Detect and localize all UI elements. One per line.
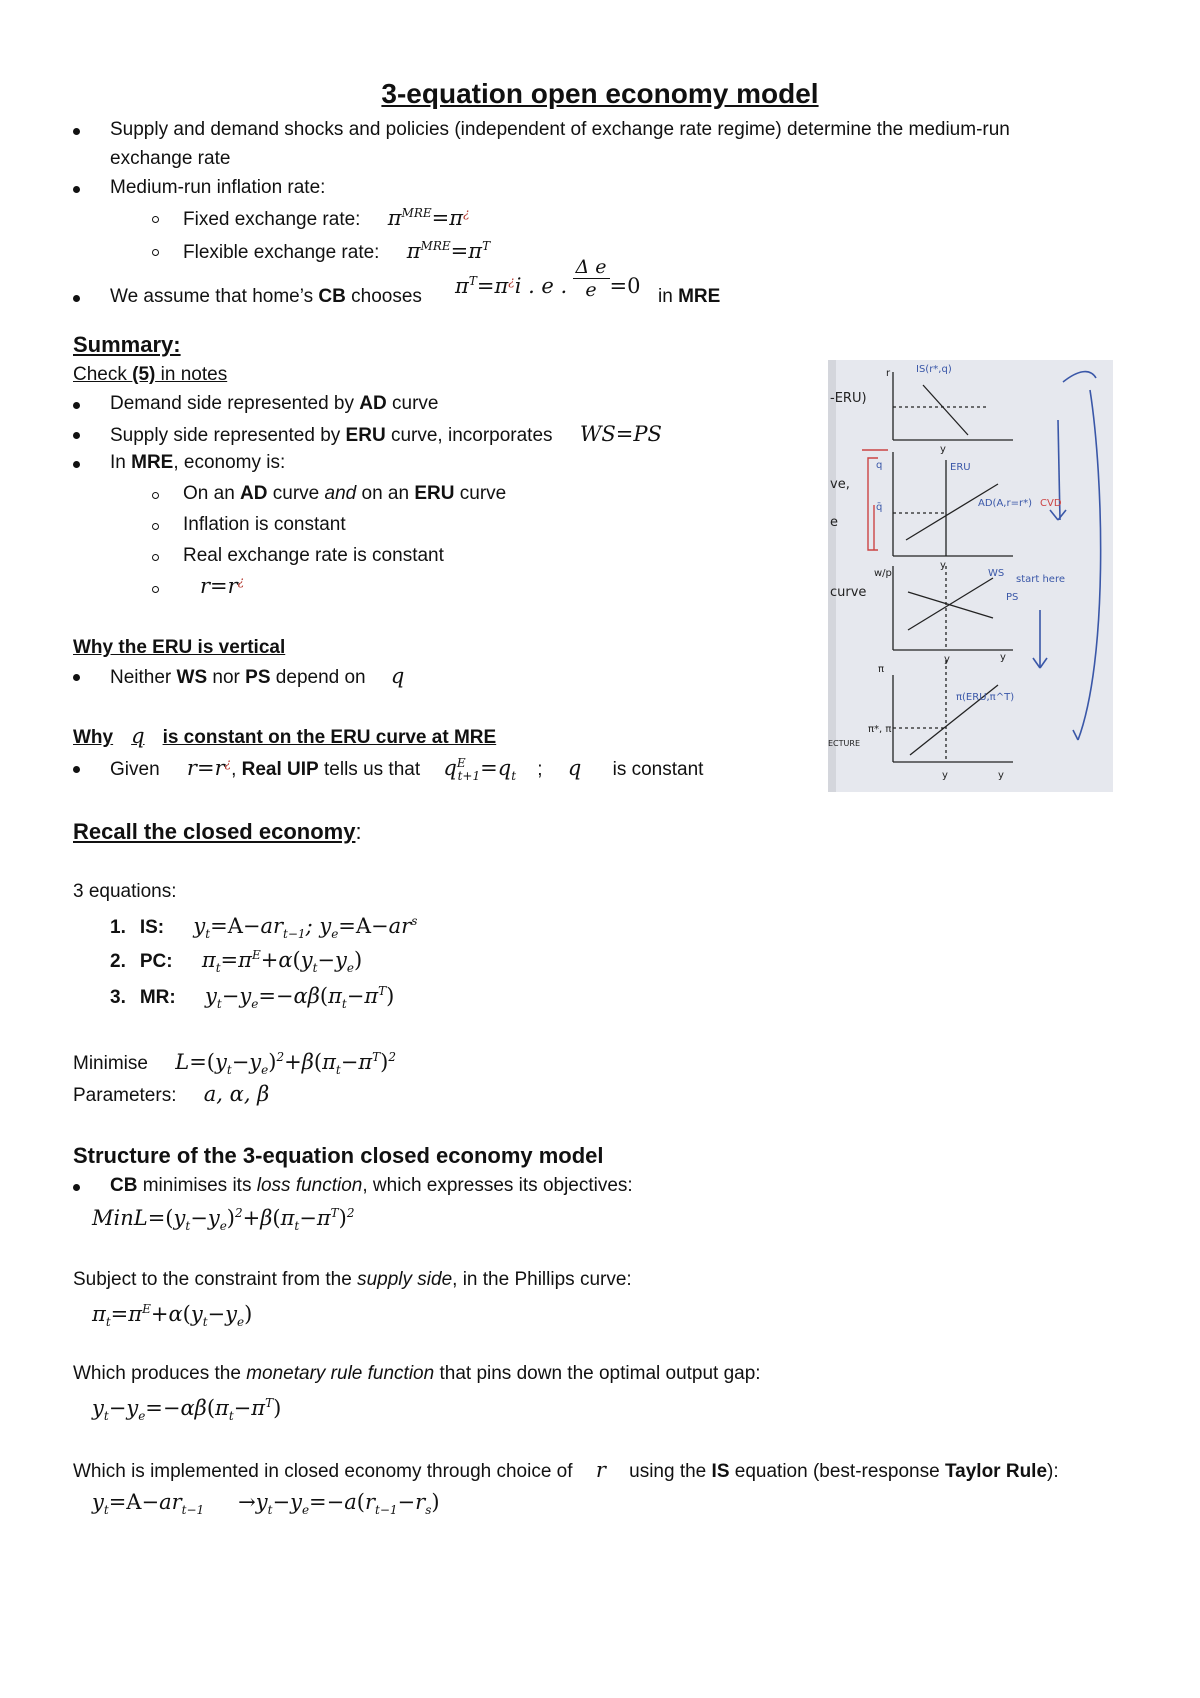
- summary-sub-2: Inflation is constant: [183, 514, 346, 535]
- whiteboard-photo: [828, 360, 1113, 792]
- structure-bullet: CB minimises its loss function, which expresses its objectives:: [110, 1175, 633, 1196]
- svg-text:y: y: [998, 770, 1004, 781]
- svg-text:y: y: [940, 444, 946, 455]
- flex-rate-label: Flexible exchange rate:: [183, 242, 380, 263]
- svg-text:curve: curve: [830, 585, 867, 600]
- structure-heading: Structure of the 3-equation closed economy model: [73, 1143, 604, 1168]
- svg-text:y: y: [944, 654, 950, 665]
- bullet: [73, 295, 80, 302]
- min-loss-equation: $MinL=(y_t-y_e)^2+\beta(\pi_t-\pi^T)^2$: [92, 1206, 355, 1234]
- r-equals-rstar-equation: r=r¿: [200, 574, 245, 598]
- monetary-rule-line: Which produces the monetary rule function that pins down the optimal output gap:: [73, 1363, 761, 1384]
- bullet: [73, 674, 80, 681]
- subject-to-line: Subject to the constraint from the supply side, in the Phillips curve:: [73, 1269, 632, 1290]
- mr-equation-row: 3. MR: $y_t-y_e=-\alpha\beta(\pi_t-\pi^T)$: [110, 984, 395, 1012]
- svg-text:ve,: ve,: [830, 477, 850, 492]
- svg-text:ECTURE: ECTURE: [828, 739, 860, 748]
- implementation-line: Which is implemented in closed economy through choice of r using the IS equation (best-response Taylor Rule):: [73, 1458, 1059, 1482]
- summary-bullet-3: In MRE, economy is:: [110, 452, 286, 473]
- sub-bullet: [152, 249, 159, 256]
- parameters-row: Parameters: a, α, β: [73, 1082, 270, 1106]
- svg-text:e: e: [830, 515, 838, 530]
- fixed-rate-equation: $\pi^{MRE}=\pi^¿$: [387, 206, 470, 230]
- taylor-rule-equation: $y_t=A-ar_{t-1} \to y_t-y_e=-a(r_{t-1}-r_s)$: [92, 1490, 440, 1518]
- why-eru-heading: Why the ERU is vertical: [73, 637, 286, 658]
- is-equation-row: 1. IS: $y_t=A-ar_{t-1}$; $y_e=A-ar^s$: [110, 914, 418, 942]
- bullet: [73, 128, 80, 135]
- minimise-row: Minimise $L=(y_t-y_e)^2+\beta(\pi_t-\pi^T)^2$: [73, 1050, 396, 1078]
- why-q-bullet: Given r=r¿, Real UIP tells us that $q^E_{t+1}=q_t$ ; q is constant: [110, 756, 704, 784]
- bullet: [73, 1184, 80, 1191]
- fixed-rate-label: Fixed exchange rate:: [183, 209, 361, 230]
- summary-bullet-1: Demand side represented by AD curve: [110, 393, 439, 414]
- equation-count: 3 equations:: [73, 881, 177, 902]
- sub-bullet: [152, 523, 159, 530]
- in-mre-label: in MRE: [658, 286, 721, 307]
- page-title: 3-equation open economy model: [381, 78, 819, 109]
- why-eru-bullet: Neither WS nor PS depend on q: [110, 664, 405, 688]
- bullet: [73, 461, 80, 468]
- intro-bullet-2: Medium-run inflation rate:: [110, 177, 326, 198]
- intro-bullet-1-line-2: exchange rate: [110, 148, 231, 169]
- summary-heading: Summary:: [73, 332, 181, 357]
- svg-text:π: π: [878, 664, 885, 675]
- intro-bullet-1-line-1: Supply and demand shocks and policies (independent of exchange rate regime) determine the medium-run: [110, 119, 1010, 140]
- svg-text:y: y: [942, 770, 948, 781]
- flex-rate-equation: $\pi^{MRE}=\pi^T$: [406, 239, 491, 263]
- svg-text:ERU: ERU: [950, 462, 971, 473]
- flex-rate-row: [183, 239, 490, 265]
- ws-ps-equation: WS=PS: [579, 422, 662, 446]
- svg-text:q̄: q̄: [876, 502, 883, 513]
- target-inflation-equation: $\pi^T=\pi^¿i$ . e . $\frac{\text{Δ e}}{e}$ =0: [455, 256, 641, 302]
- svg-text:PS: PS: [1006, 592, 1019, 603]
- closed-economy-heading: Recall the closed economy:: [73, 819, 362, 844]
- bullet: [73, 766, 80, 773]
- svg-text:π(ERU,π^T): π(ERU,π^T): [956, 692, 1015, 703]
- svg-text:y: y: [1000, 652, 1006, 663]
- svg-text:AD(A,r=r*): AD(A,r=r*): [978, 498, 1032, 509]
- bullet: [73, 186, 80, 193]
- bullet: [73, 402, 80, 409]
- svg-text:y: y: [940, 560, 946, 571]
- svg-text:r: r: [886, 368, 891, 379]
- summary-sub-1: On an AD curve and on an ERU curve: [183, 483, 507, 504]
- bullet: [73, 432, 80, 439]
- svg-text:WS: WS: [988, 568, 1005, 579]
- svg-text:-ERU): -ERU): [830, 391, 867, 406]
- mr-equation: $y_t-y_e=-\alpha\beta(\pi_t-\pi^T)$: [92, 1396, 282, 1424]
- check-notes-link: Check (5) in notes: [73, 364, 228, 385]
- svg-text:start here: start here: [1016, 574, 1066, 585]
- summary-bullet-2: Supply side represented by ERU curve, incorporates WS=PS: [110, 422, 662, 446]
- svg-text:IS(r*,q): IS(r*,q): [916, 364, 952, 375]
- svg-text:CVD: CVD: [1040, 498, 1062, 509]
- summary-sub-3: Real exchange rate is constant: [183, 545, 444, 566]
- fixed-rate-row: [183, 206, 470, 232]
- sub-bullet: [152, 586, 159, 593]
- phillips-curve-equation: $\pi_t=\pi^E+\alpha(y_t-y_e)$: [92, 1302, 253, 1330]
- why-q-heading: Why q is constant on the ERU curve at MRE: [73, 724, 497, 748]
- svg-text:w/p: w/p: [874, 568, 892, 579]
- pc-equation-row: 2. PC: $\pi_t=\pi^E+\alpha(y_t-y_e)$: [110, 948, 363, 976]
- sub-bullet: [152, 492, 159, 499]
- intro-bullet-3: We assume that home’s CB chooses: [110, 286, 422, 307]
- svg-text:π*, π: π*, π: [868, 724, 892, 735]
- sub-bullet: [152, 554, 159, 561]
- svg-text:q: q: [876, 460, 883, 471]
- handwritten-diagram: [828, 360, 1113, 792]
- sub-bullet: [152, 216, 159, 223]
